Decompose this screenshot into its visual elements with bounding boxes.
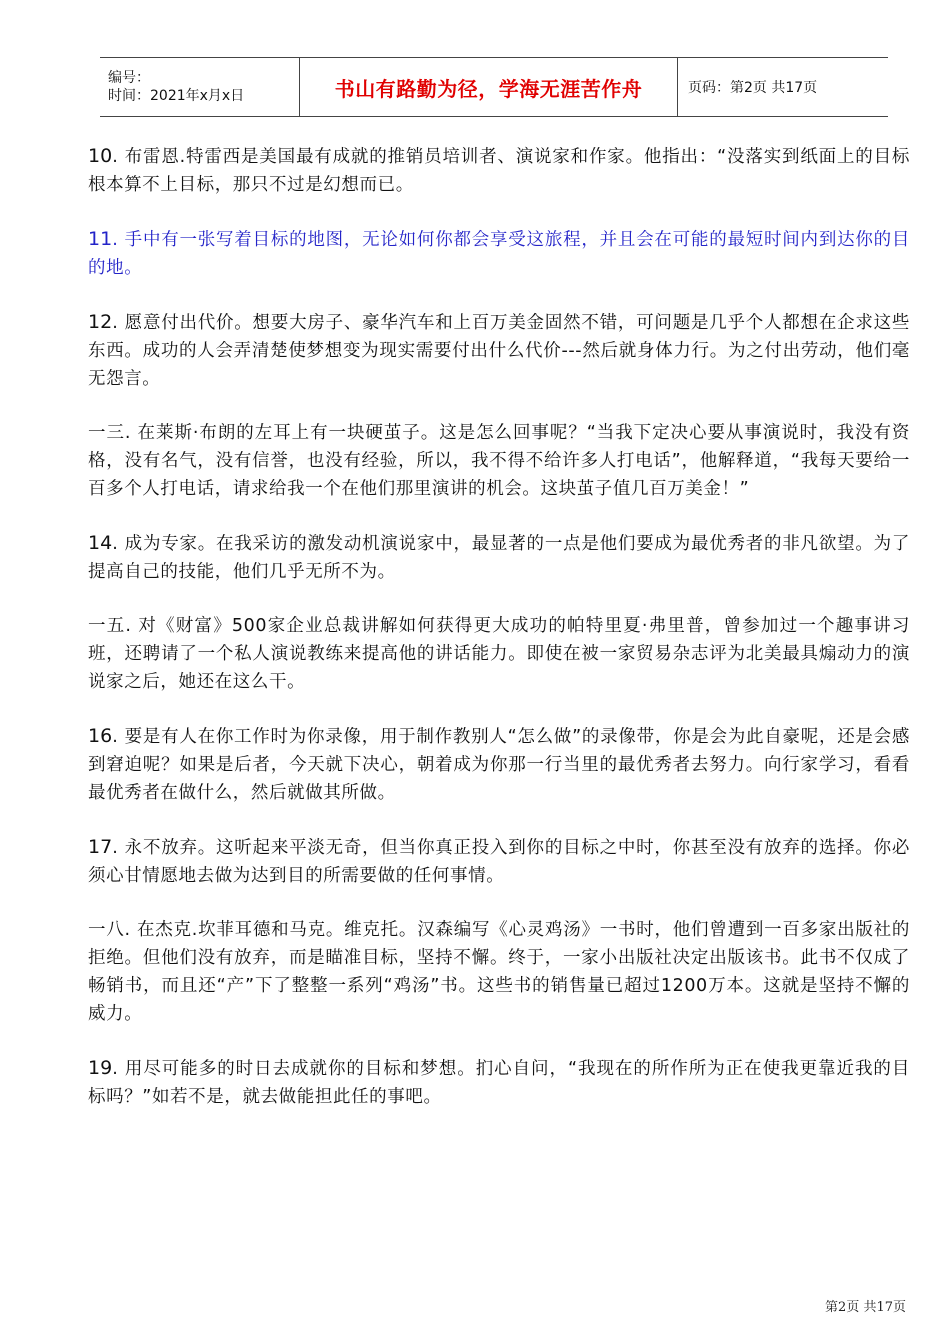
paragraph-number: 11 [88,228,113,250]
serial-label: 编号： [108,70,150,86]
paragraph-10 [88,142,910,199]
paragraph-15 [88,612,910,696]
paragraph-text: . 愿意付出代价。想要大房子、豪华汽车和上百万美金固然不错，可问题是几乎个人都想在企求这些东西。成功的人会弄清楚使梦想变为现实需要付出什么代价---然后就身体力行。为之付出劳动，他们毫无怨言。 [88,313,910,389]
paragraph-18 [88,916,910,1028]
page-footer: 第2页 共17页 [825,1300,906,1315]
document-body [88,142,910,1137]
paragraph-number: 16 [88,725,113,747]
paragraph-number: 12 [88,311,113,333]
paragraph-number: 14 [88,532,113,554]
paragraph-number: 10 [88,145,113,167]
paragraph-text: 一三. 在莱斯·布朗的左耳上有一块硬茧子。这是怎么回事呢？“当我下定决心要从事演说时，我没有资格，没有名气，没有信誉，也没有经验，所以，我不得不给许多人打电话”，他解释道，“我每天要给一百多个人打电话，请求给我一个在他们那里演讲的机会。这块茧子值几百万美金！” [88,423,910,499]
paragraph-12 [88,308,910,393]
time-label: 时间：2021年x月x日 [108,88,245,104]
paragraph-text: . 布雷恩.特雷西是美国最有成就的推销员培训者、演说家和作家。他指出：“没落实到纸面上的目标根本算不上目标，那只不过是幻想而已。 [88,147,910,195]
paragraph-text: . 要是有人在你工作时为你录像，用于制作教别人“怎么做”的录像带，你是会为此自豪呢，还是会感到窘迫呢？如果是后者，今天就下决心，朝着成为你那一行当里的最优秀者去努力。向行家学习，看看最优秀者在做什么，然后就做其所做。 [88,727,910,803]
page-header [100,57,888,117]
paragraph-text: 一八. 在杰克.坎菲耳德和马克。维克托。汉森编写《心灵鸡汤》一书时，他们曾遭到一百多家出版社的拒绝。但他们没有放弃，而是瞄准目标，坚持不懈。终于，一家小出版社决定出版该书。此书不仅成了畅销书，而且还“产”下了整整一系列“鸡汤”书。这些书的销售量已超过1200万本。这就是坚持不懈的威力。 [88,920,910,1024]
paragraph-17 [88,833,910,890]
paragraph-text: . 永不放弃。这听起来平淡无奇，但当你真正投入到你的目标之中时，你甚至没有放弃的选择。你必须心甘情愿地去做为达到目的所需要做的任何事情。 [88,838,910,886]
paragraph-text: 一五. 对《财富》500家企业总裁讲解如何获得更大成功的帕特里夏·弗里普，曾参加过一个趣事讲习班，还聘请了一个私人演说教练来提高他的讲话能力。即使在被一家贸易杂志评为北美最具煽动力的演说家之后，她还在这么干。 [88,616,910,692]
paragraph-11 [88,225,910,282]
paragraph-13 [88,419,910,503]
header-meta [100,58,300,116]
paragraph-19 [88,1054,910,1111]
paragraph-16 [88,722,910,807]
header-page-info: 页码：第2页 共17页 [688,80,818,96]
paragraph-number: 17 [88,836,113,858]
paragraph-text: . 用尽可能多的时日去成就你的目标和梦想。扪心自问，“我现在的所作所为正在使我更靠近我的目标吗？”如若不是，就去做能担此任的事吧。 [88,1059,910,1107]
paragraph-text: . 成为专家。在我采访的激发动机演说家中，最显著的一点是他们要成为最优秀者的非凡欲望。为了提高自己的技能，他们几乎无所不为。 [88,534,910,582]
paragraph-text: . 手中有一张写着目标的地图，无论如何你都会享受这旅程，并且会在可能的最短时间内到达你的目的地。 [88,230,910,278]
paragraph-14 [88,529,910,586]
paragraph-number: 19 [88,1057,113,1079]
motto-text: 书山有路勤为径，学海无涯苦作舟 [334,76,643,101]
header-motto [300,58,678,116]
